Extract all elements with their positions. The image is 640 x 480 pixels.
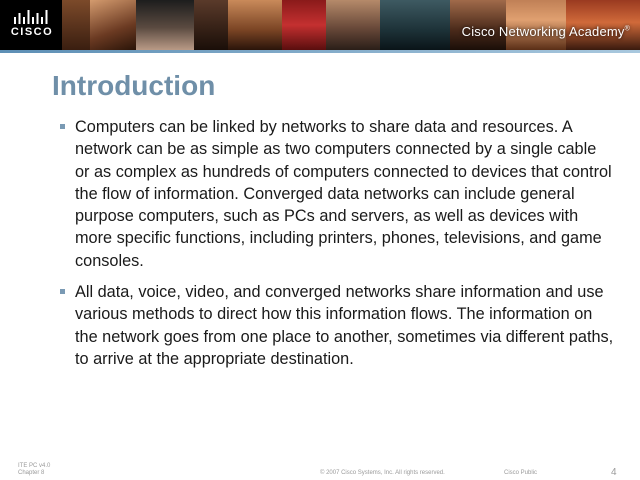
banner-photo: [380, 0, 450, 50]
cisco-logo: [0, 0, 62, 50]
bullet-text: All data, voice, video, and converged networks share information and use various methods to direct how this information flows. The information on the network goes from one place to another, sometimes via different paths, to arrive at the appropriate destination.: [75, 283, 614, 368]
header-banner: [0, 0, 640, 50]
banner-photo: [62, 0, 90, 50]
square-bullet-icon: [60, 289, 65, 294]
slide-title: Introduction: [52, 70, 216, 101]
banner-photo: [90, 0, 136, 50]
page-number: 4: [611, 467, 617, 478]
cisco-logo-text: CISCO: [10, 26, 54, 38]
bullet-list: [60, 116, 615, 379]
bullet-item: [60, 116, 615, 272]
bullet-item: [60, 281, 615, 370]
footer-course: ITE PC v4.0: [18, 463, 51, 469]
banner-photo: [326, 0, 380, 50]
footer-chapter: Chapter 8: [18, 470, 45, 476]
bullet-text: Computers can be linked by networks to share data and resources. A network can be as simple as two computers connected by a single cable or as complex as hundreds of computers connected to devices that control the flow of information. Converged data networks can include general purpose computers, such as PCs and servers, as well as devices with more specific functions, including printers, phones, televisions, and game consoles.: [75, 118, 612, 270]
banner-photo: [194, 0, 228, 50]
banner-photo: [228, 0, 282, 50]
footer-course-info: [18, 463, 50, 477]
banner-divider: [0, 50, 640, 53]
cisco-bridge-icon: [14, 10, 48, 24]
square-bullet-icon: [60, 124, 65, 129]
banner-photo: [282, 0, 326, 50]
banner-photo: [136, 0, 194, 50]
footer-classification: Cisco Public: [504, 470, 538, 476]
footer-copyright: © 2007 Cisco Systems, Inc. All rights reserved.: [320, 470, 445, 476]
registered-mark: ®: [624, 25, 630, 33]
networking-academy-label: Cisco Networking Academy®: [461, 24, 630, 39]
